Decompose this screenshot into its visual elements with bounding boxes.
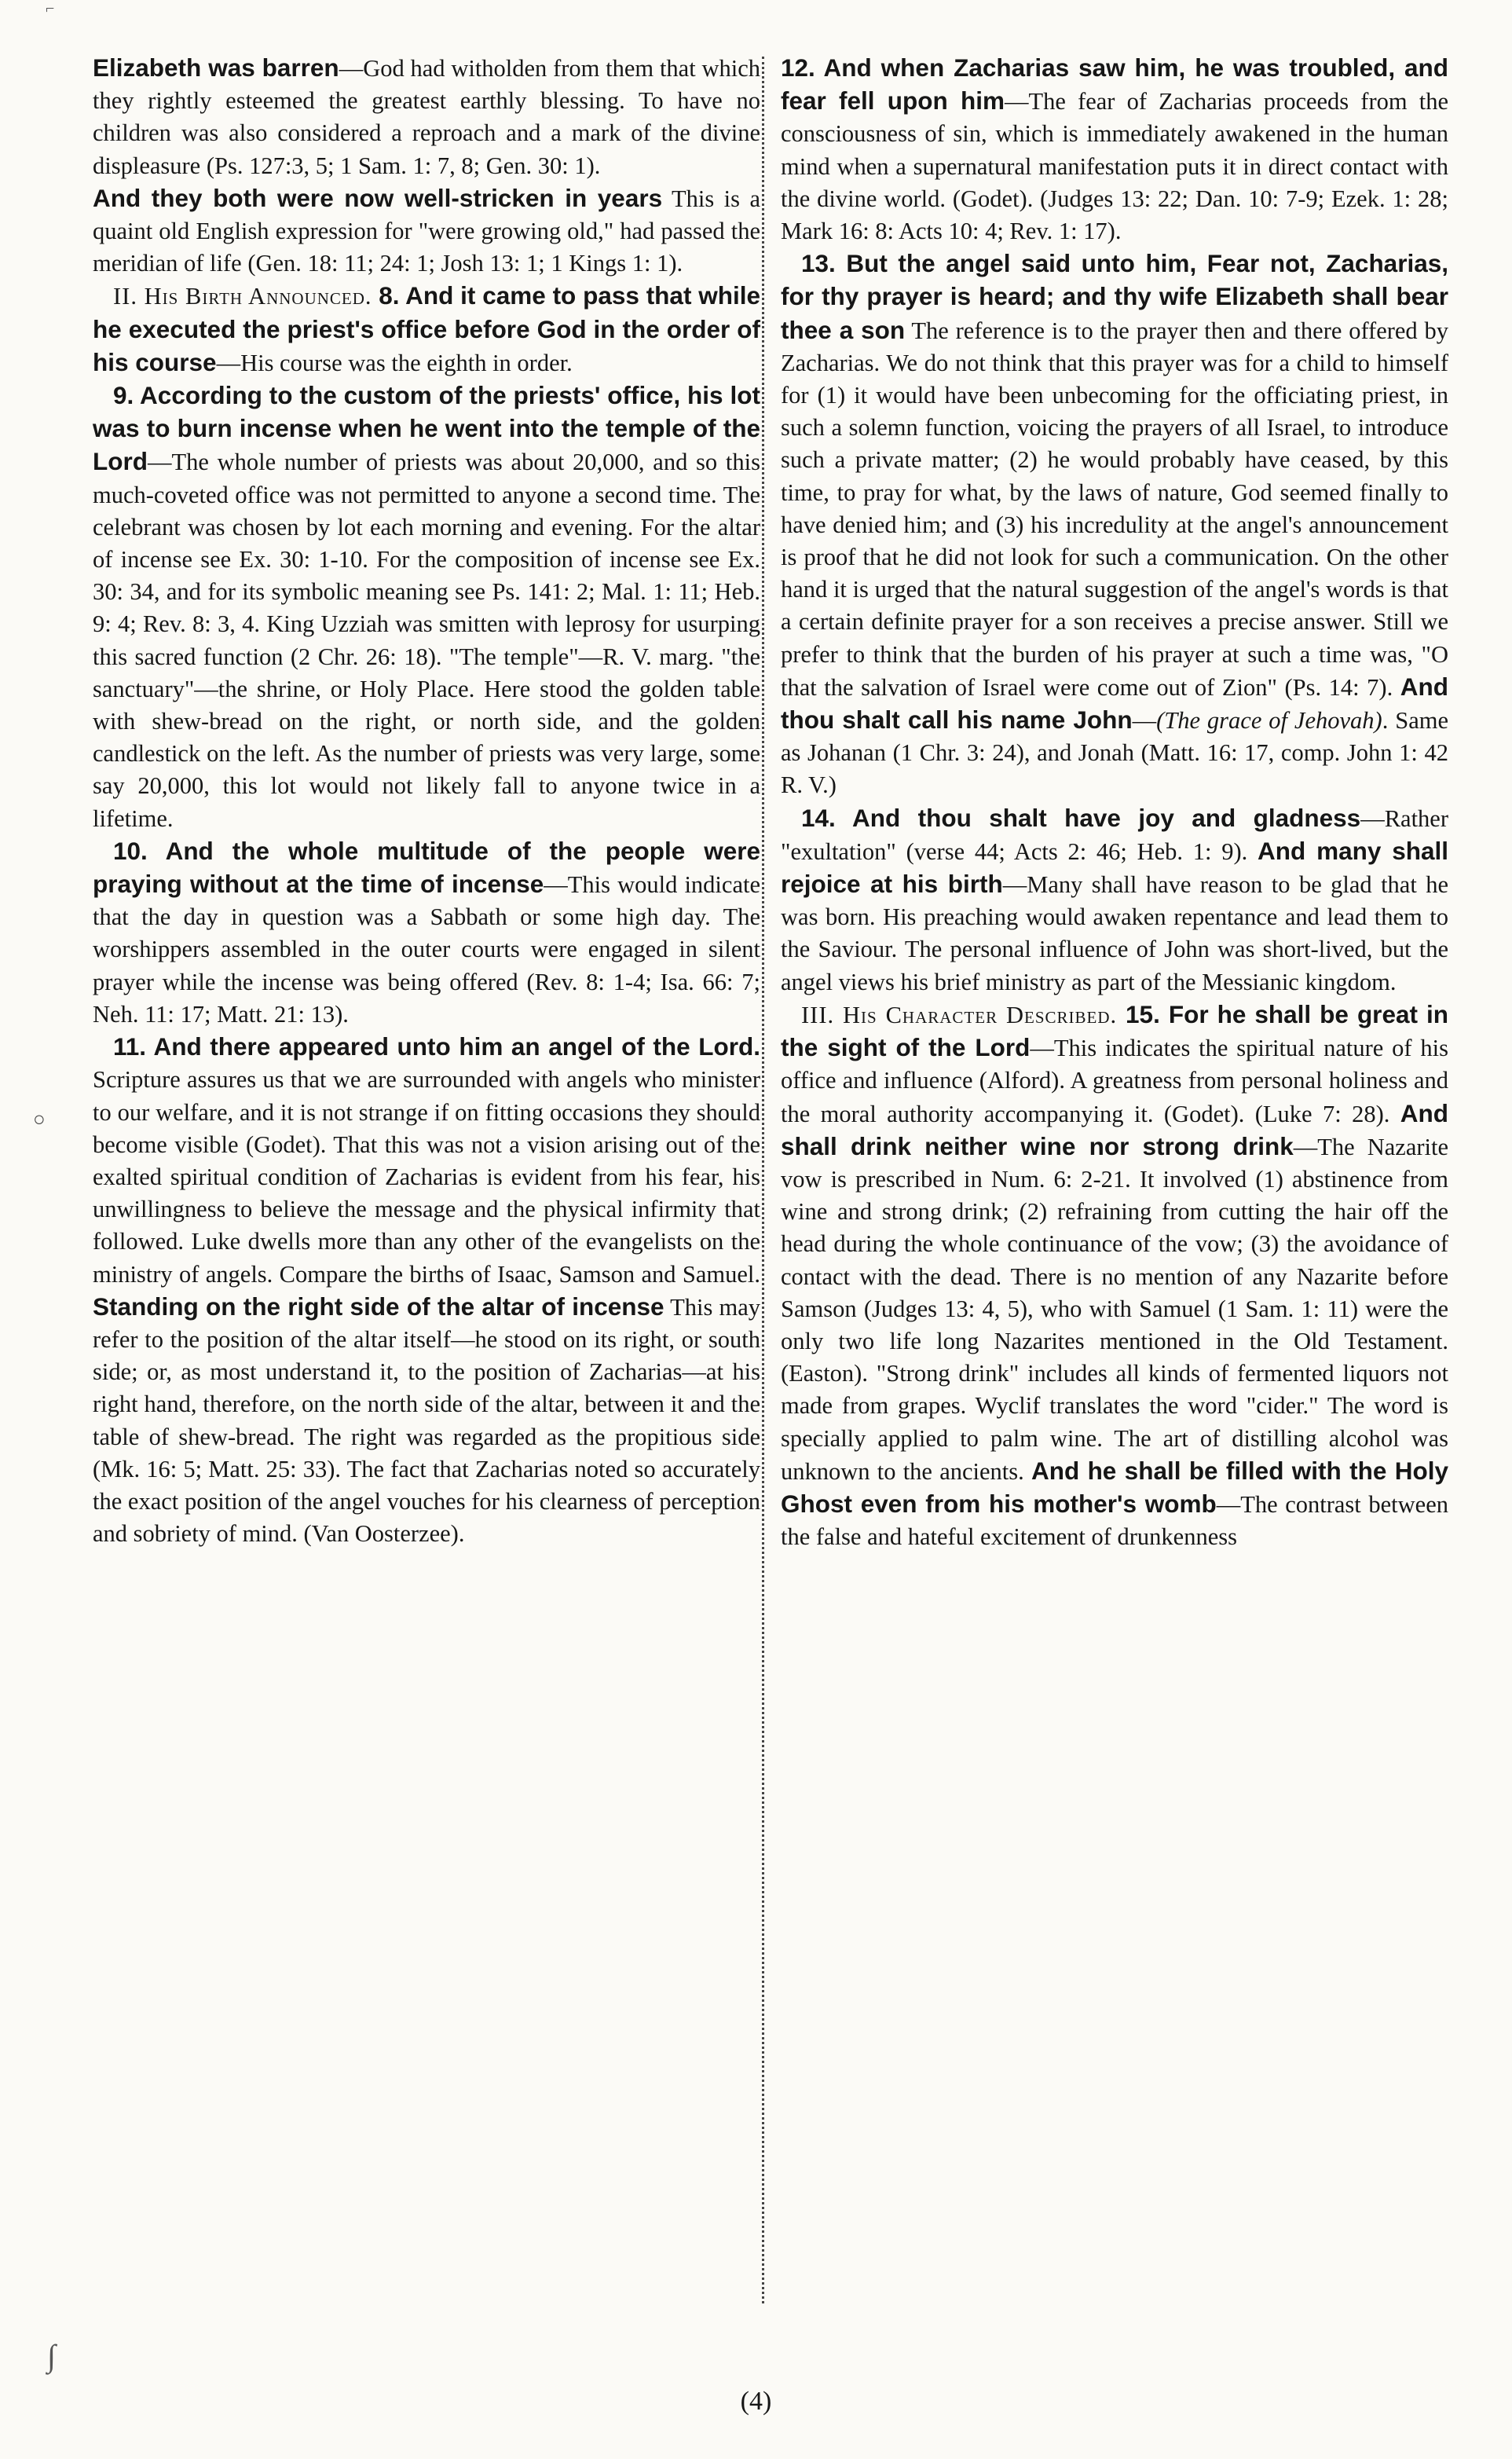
commentary-text: . Same as Johanan (1 Chr. 3: 24), and Jonah (Matt. 16: 17, comp. John 1: 42 R. V.) (781, 707, 1449, 799)
section-paragraph (781, 999, 1448, 1553)
commentary-text: —The contrast between the false and hateful excitement of drunkenness (781, 1490, 1448, 1551)
bold-phrase: And thou shalt call his name John (781, 672, 1448, 735)
commentary-text: This is a quaint old English expression for "were growing old," had passed the meridian of life (Gen. 18: 11; 24: 1; Josh 13: 1; 1 Kings 1: 1). (93, 185, 760, 277)
margin-speck: ○ (33, 1108, 46, 1131)
commentary-text: —God had witholden from them that which they rightly esteemed the greatest earthly blessing. To have no children was also considered a reproach and a mark of the divine displeasure (Ps. 127:3, 5; 1 Sam. 1: 7, 8; Gen. 30: 1). (93, 55, 761, 179)
bold-phrase: 14. And thou shalt have joy and gladness (801, 803, 1361, 832)
column-divider (762, 57, 764, 2303)
bold-phrase: And shall drink neither wine nor strong drink (781, 1098, 1448, 1160)
bold-phrase: 9. According to the custom of the priests' office, his lot was to burn incense when he went into the temple of the Lord (93, 381, 760, 476)
page-number: (4) (740, 2387, 772, 2416)
bold-phrase: 10. And the whole multitude of the people were praying without at the time of incense (93, 836, 760, 899)
section-paragraph (93, 280, 760, 379)
commentary-text: —The Nazarite vow is prescribed in Num. 6: 2-21. It involved (1) abstinence from wine and strong drink; (2) refraining from cutting the hair off the head during the whole continuance of the vow; (3) the avoidance of contact with the dead. There is no mention of any Nazarite before Samson (Judges 13: 4, 5), who with Samuel (1 Sam. 1: 11) were the only two life long Nazarites mentioned in the Old Testament. (Easton). "Strong drink" includes all kinds of fermented liquors not made from grapes. Wyclif translates the word "cider." The word is specially applied to palm wine. The art of distilling alcohol was unknown to the ancients. (781, 1133, 1448, 1485)
paragraph (781, 52, 1448, 247)
bold-phrase: And many shall rejoice at his birth (781, 836, 1449, 899)
commentary-text: The reference is to the prayer then and there offered by Zacharias. We do not think that this prayer was for a child to himself for (1) it would have been unbecoming for the officiating priest, in such a solemn function, voicing the prayers of all Israel, to introduce such a private matter; (2) he would probably have ceased, by this time, to pray for what, by the laws of nature, God seemed finally to have denied him; and (3) his incredulity at the angel's announcement is proof that he did not look for such a communication. On the other hand it is urged that the natural suggestion of the angel's words is that a certain definite prayer for a son receives a precise answer. Still we prefer to think that the burden of his prayer at such a time was, "O that the salvation of Israel were come out of Zion" (Ps. 14: 7). (781, 317, 1448, 701)
commentary-text: —His course was the eighth in order. (216, 349, 573, 376)
bold-phrase: Standing on the right side of the altar of incense (93, 1292, 664, 1321)
paragraph (781, 247, 1448, 801)
bold-phrase: 11. And there appeared unto him an angel of the Lord. (113, 1032, 760, 1061)
section-heading: III. His Character Described. (801, 1001, 1126, 1028)
paragraph (93, 835, 760, 1031)
commentary-text: —Rather "exultation" (verse 44; Acts 2: 46; Heb. 1: 9). (781, 804, 1448, 865)
commentary-text: Scripture assures us that we are surrounded with angels who minister to our welfare, and it is not strange if on fitting occasions they should become visible (Godet). That this was not a vision arising out of the exalted spiritual condition of Zacharias is evident from his fear, his unwillingness to believe the message and the physical infirmity that followed. Luke dwells more than any other of the evangelists on the ministry of angels. Compare the births of Isaac, Samson and Samuel. (93, 1066, 760, 1288)
commentary-text: —The fear of Zacharias proceeds from the consciousness of sin, which is immediately awakened in the human mind when a supernatural manifestation puts it in direct contact with the divine world. (Godet). (Judges 13: 22; Dan. 10: 7-9; Ezek. 1: 28; Mark 16: 8: Acts 10: 4; Rev. 1: 17). (781, 88, 1448, 245)
bold-phrase: And he shall be filled with the Holy Ghost even from his mother's womb (781, 1456, 1448, 1518)
paragraph (93, 182, 760, 280)
bold-phrase: 13. But the angel said unto him, Fear not, Zacharias, for thy prayer is heard; and thy wife Elizabeth shall bear thee a son (781, 249, 1448, 344)
paragraph (93, 52, 760, 182)
italic-phrase: (The grace of Jehovah) (1156, 707, 1382, 735)
bold-phrase: 8. And it came to pass that while he executed the priest's office before God in the order of his course (93, 281, 761, 376)
left-column (93, 52, 760, 1550)
right-column (781, 52, 1448, 1553)
commentary-text: — (1132, 707, 1157, 735)
commentary-text: —The whole number of priests was about 20,000, and so this much-coveted office was not permitted to anyone a second time. The celebrant was chosen by lot each morning and evening. For the altar of incense see Ex. 30: 1-10. For the composition of incense see Ex. 30: 34, and for its symbolic meaning see Ps. 141: 2; Mal. 1: 11; Heb. 9: 4; Rev. 8: 3, 4. King Uzziah was smitten with leprosy for usurping this sacred function (2 Chr. 26: 18). "The temple"—R. V. marg. "the sanctuary"—the shrine, or Holy Place. Here stood the golden table with shew-bread on the right, or north side, and the golden candlestick on the left. As the number of priests was very large, some say 20,000, this lot would not likely fall to anyone twice in a lifetime. (93, 449, 760, 832)
paragraph (93, 1031, 760, 1550)
section-heading: II. His Birth Announced. (113, 283, 379, 310)
scan-speck: ⌐ (46, 0, 55, 17)
bold-phrase: And they both were now well-stricken in years (93, 183, 663, 212)
commentary-text: This may refer to the position of the altar itself—he stood on its right, or south side; or, as most understand it, to the position of Zacharias—at his right hand, therefore, on the north side of the altar, between it and the table of shew-bread. The right was regarded as the propitious side (Mk. 16: 5; Matt. 25: 33). The fact that Zacharias noted so accurately the exact position of the angel vouches for his clearness of perception and sobriety of mind. (Van Oosterzee). (93, 1293, 760, 1548)
commentary-text: —Many shall have reason to be glad that he was born. His preaching would awaken repentance and lead them to the Saviour. The personal influence of John was short-lived, but the angel views his brief ministry as part of the Messianic kingdom. (781, 871, 1449, 995)
bold-phrase: Elizabeth was barren (93, 53, 339, 82)
commentary-text: —This would indicate that the day in question was a Sabbath or some high day. The worshippers assembled in the outer courts were engaged in silent prayer while the incense was being offered (Rev. 8: 1-4; Isa. 66: 7; Neh. 11: 17; Matt. 21: 13). (93, 871, 760, 1028)
paragraph (93, 379, 760, 835)
bold-phrase: 12. And when Zacharias saw him, he was troubled, and fear fell upon him (781, 53, 1448, 115)
paragraph (781, 802, 1448, 999)
bold-phrase: 15. For he shall be great in the sight of the Lord (781, 999, 1448, 1062)
commentary-text: —This indicates the spiritual nature of his office and influence (Alford). A greatness from personal holiness and the moral authority accompanying it. (Godet). (Luke 7: 28). (781, 1035, 1448, 1127)
margin-speck: ∫ (47, 2338, 56, 2373)
